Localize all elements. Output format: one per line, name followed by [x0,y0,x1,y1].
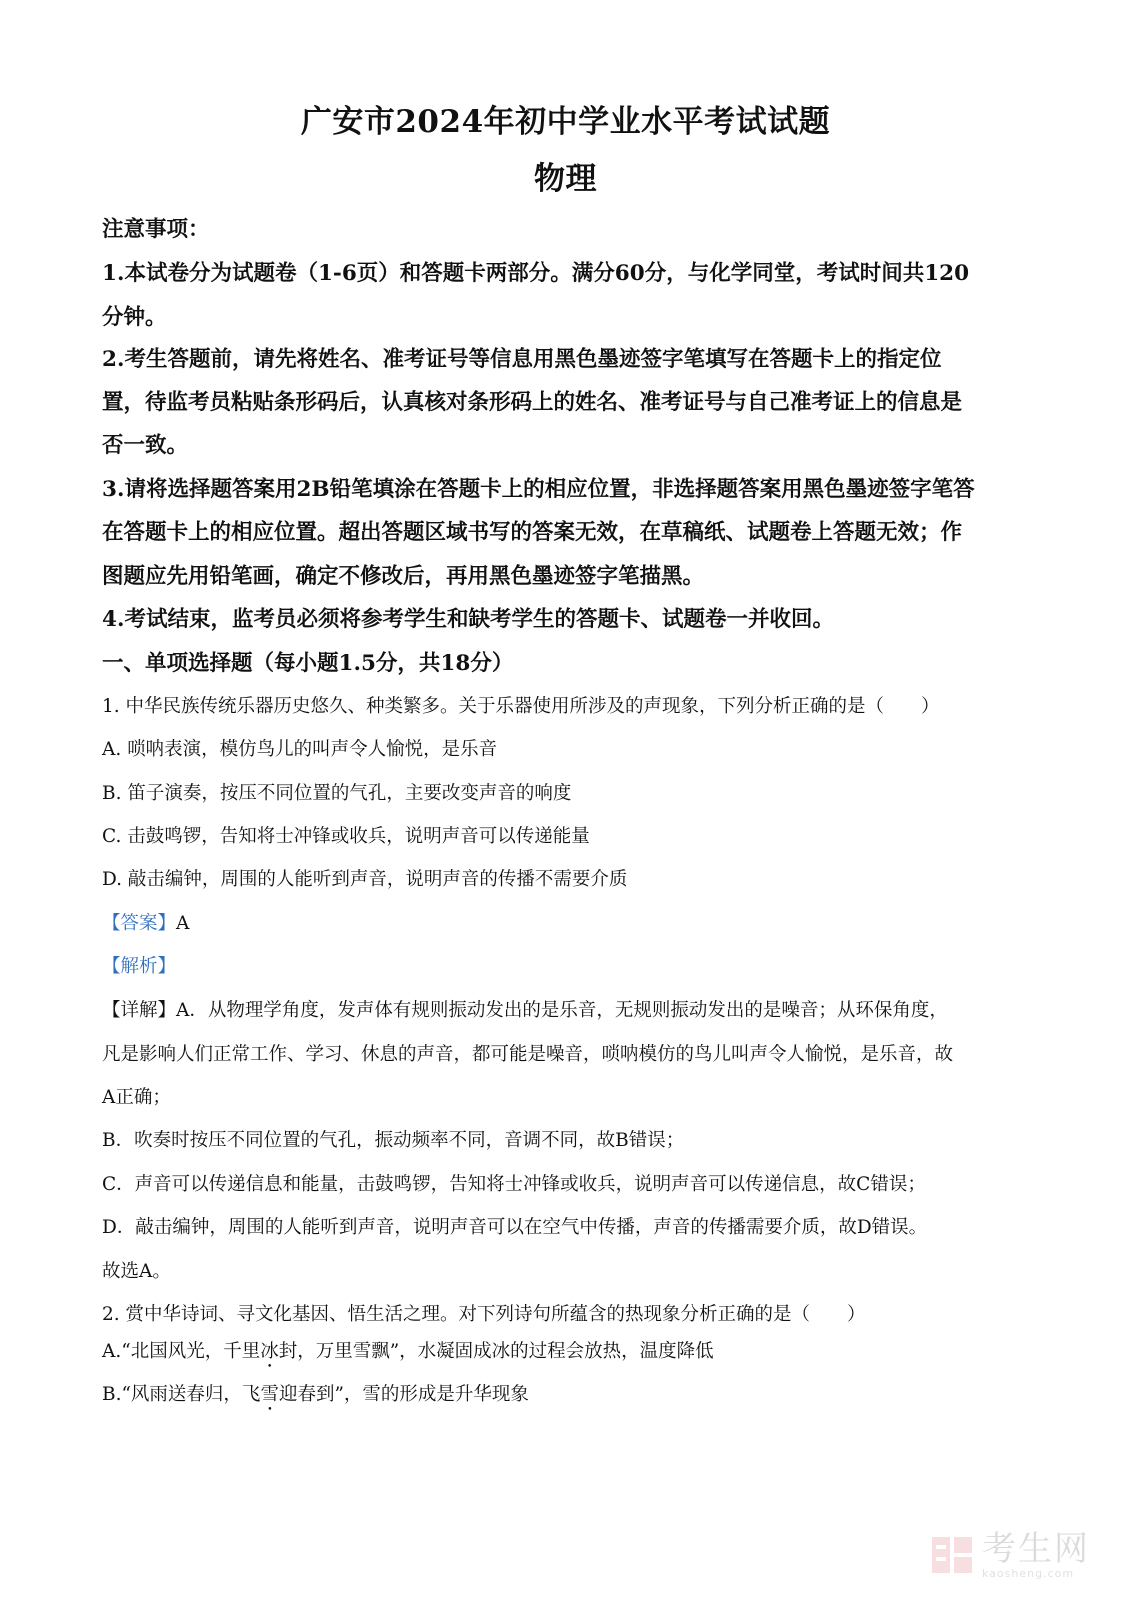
notice-line: 4.考试结束，监考员必须将参考学生和缺考学生的答题卡、试题卷一并收回。 [102,607,834,632]
analysis-tag: 【解析】 [102,956,177,977]
question-2-stem: 2. 赏中华诗词、寻文化基因、悟生活之理。对下列诗句所蕴含的热现象分析正确的是（ ） [102,1304,866,1325]
detail-line: 凡是影响人们正常工作、学习、休息的声音，都可能是噪音，唢呐模仿的鸟儿叫声令人愉悦，是乐音，故 [102,1044,954,1065]
notice-line: 置，待监考员粘贴条形码后，认真核对条形码上的姓名、准考证号与自己准考证上的信息是 [102,390,963,415]
question-2-option-a [102,1337,714,1372]
option-text: 迎春到”，雪的形成是升华现象 [278,1384,529,1405]
notice-line: 在答题卡上的相应位置。超出答题区域书写的答案无效，在草稿纸、试题卷上答题无效；作 [102,520,963,545]
option-text: A.“北国风光，千里 [102,1341,261,1362]
question-1-option-a: A. 唢呐表演，模仿鸟儿的叫声令人愉悦，是乐音 [102,739,498,760]
question-1-option-b: B. 笛子演奏，按压不同位置的气孔，主要改变声音的响度 [102,783,572,804]
detail-line: A正确； [102,1087,171,1108]
question-2-option-b [102,1380,529,1415]
answer-line [102,909,189,935]
detail-line: D．敲击编钟，周围的人能听到声音，说明声音可以在空气中传播，声音的传播需要介质，故D错误。 [102,1217,928,1238]
emphasized-char: 冰 [260,1341,279,1362]
question-1-option-d: D. 敲击编钟，周围的人能听到声音，说明声音的传播不需要介质 [102,869,628,890]
notice-line: 否一致。 [102,433,189,458]
notice-line: 1.本试卷分为试题卷（1-6页）和答题卡两部分。满分60分，与化学同堂，考试时间共120 [102,261,970,286]
watermark [930,1527,1100,1583]
detail-line: B．吹奏时按压不同位置的气孔，振动频率不同，音调不同，故B错误； [102,1130,685,1151]
subject-title: 物理 [534,161,597,197]
option-text: 封，万里雪飘”，水凝固成冰的过程会放热，温度降低 [278,1341,714,1362]
detail-line: C．声音可以传递信息和能量，击鼓鸣锣，告知将士冲锋或收兵，说明声音可以传递信息，故C错误； [102,1174,926,1195]
notice-line: 图题应先用铅笔画，确定不修改后，再用黑色墨迹签字笔描黑。 [102,564,705,589]
detail-line [102,996,948,1022]
answer-tag: 【答案】 [102,913,177,934]
section-title: 一、单项选择题（每小题1.5分，共18分） [102,651,514,676]
detail-tag: 【详解】 [102,1000,177,1021]
watermark-en: kaosheng.com [982,1566,1075,1580]
notice-line: 3.请将选择题答案用2B铅笔填涂在答题卡上的相应位置，非选择题答案用黑色墨迹签字笔答 [102,477,975,502]
notice-line: 分钟。 [102,305,167,330]
question-1-option-c: C. 击鼓鸣锣，告知将士冲锋或收兵，说明声音可以传递能量 [102,826,590,847]
question-1-stem: 1. 中华民族传统乐器历史悠久、种类繁多。关于乐器使用所涉及的声现象，下列分析正确的是（ ） [102,696,940,717]
notice-line: 2.考生答题前，请先将姓名、准考证号等信息用黑色墨迹签字笔填写在答题卡上的指定位 [102,347,942,372]
answer-value: A [176,913,190,934]
conclusion-line: 故选A。 [102,1261,171,1282]
notice-heading: 注意事项： [102,217,210,242]
emphasized-char: 雪 [260,1384,279,1405]
kaosheng-logo-icon [930,1533,974,1577]
option-text: B.“风雨送春归，飞 [102,1384,261,1405]
exam-title: 广安市2024年初中学业水平考试试题 [300,104,831,140]
detail-text: A．从物理学角度，发声体有规则振动发出的是乐音，无规则振动发出的是噪音；从环保角度， [176,1000,948,1021]
watermark-cn: 考生网 [982,1528,1090,1569]
